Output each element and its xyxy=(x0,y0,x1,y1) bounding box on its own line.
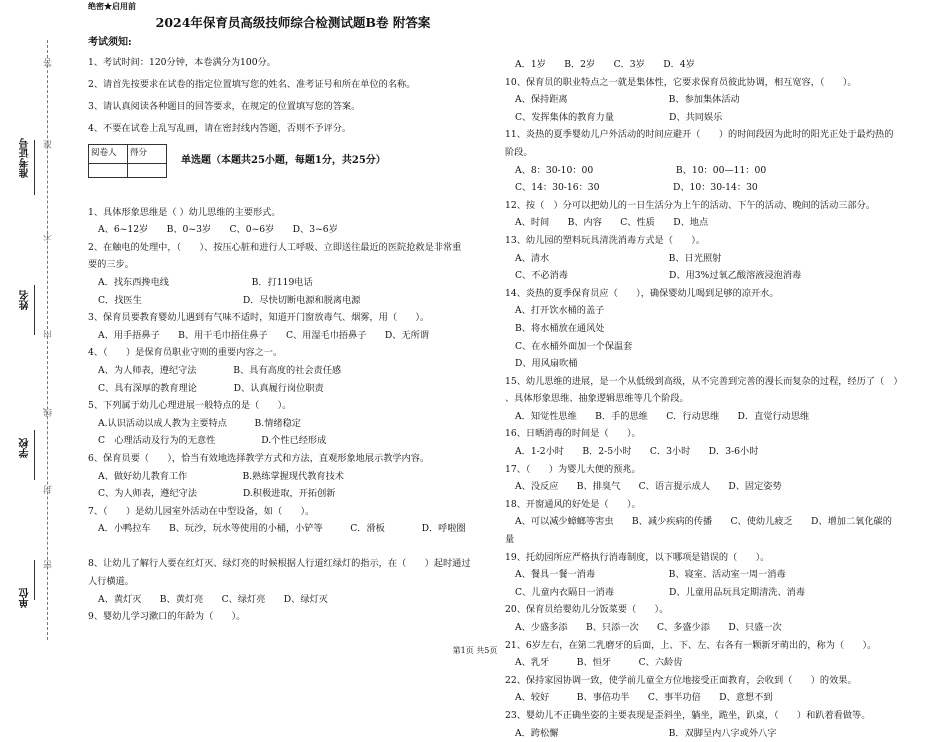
question-text: 21、6岁左右，在第二乳磨牙的后面，上、下、左、右各有一颗新牙萌出的，称为（ ）。 xyxy=(505,639,877,651)
answer-options: A．小鸭拉车 B、玩沙，玩水等使用的小桶，小铲等 C．滑板 D．呼啦圈 xyxy=(98,523,466,535)
question-text: 19、托幼园所应严格执行消毒制度，以下哪项是错误的（ ）。 xyxy=(505,551,770,563)
question-text: 要的三步。 xyxy=(88,259,134,271)
notice-heading: 考试须知: xyxy=(88,37,132,48)
answer-options: D、用风扇吹桶 xyxy=(515,358,578,370)
question-text: 12、按（ ）分可以把幼儿的一日生活分为上午的活动、下午的活动、晚间的活动三部分。 xyxy=(505,199,876,211)
score-table-score-cell[interactable] xyxy=(128,163,167,177)
answer-options: A、为人师表，遵纪守法 B、具有高度的社会责任感 xyxy=(98,364,342,376)
notice-item: 2、请首先按要求在试卷的指定位置填写您的姓名、准考证号和所在单位的名称。 xyxy=(88,79,416,90)
seal-line xyxy=(47,40,48,640)
seal-mark-5: 线 xyxy=(44,408,54,417)
name-label: 姓名 xyxy=(20,290,31,310)
answer-options: A、做好幼儿教育工作 B.熟练掌握现代教育技术 xyxy=(98,470,344,482)
notice-item: 1、考试时间：120分钟，本卷满分为100分。 xyxy=(88,57,276,68)
answer-options: A．跨松懈 B．双脚呈内八字或外八字 xyxy=(515,727,777,739)
question-text: 7、（ ）是幼儿园室外活动在中型设备，如（ ）。 xyxy=(88,505,315,517)
answer-options: A、8：30-10：00 B、10：00—11：00 xyxy=(515,164,767,176)
question-text: 13、幼儿园的塑料玩具清洗消毒方式是（ ）。 xyxy=(505,234,706,246)
answer-options: C、不必消毒 D、用3%过氧乙酸溶液浸泡消毒 xyxy=(515,270,802,282)
notice-list xyxy=(88,52,498,140)
answer-options: A、6~12岁 B、0~3岁 C、0~6岁 D、3~6岁 xyxy=(98,224,338,236)
answer-options: A、没反应 B、排臭气 C、语言提示成人 D、固定姿势 xyxy=(515,481,782,493)
answer-options: A．1-2小时 B．2-5小时 C．3小时 D．3-6小时 xyxy=(515,446,759,458)
answer-options: A、乳牙 B、恒牙 C、六龄齿 xyxy=(515,657,683,669)
question-text: 15、幼儿思维的进展，是一个从低级到高级，从不完善到完善的漫长而复杂的过程，经历了（ ） xyxy=(505,375,903,387)
question-text: 18、开窗通风的好处是（ ）。 xyxy=(505,498,641,510)
question-list-right xyxy=(505,56,925,742)
answer-options: A、可以减少蟑螂等害虫 B、减少疾病的传播 C、使幼儿疲乏 D、增加二氧化碳的 xyxy=(515,516,892,528)
answer-options: B、将水桶放在通风处 xyxy=(515,322,605,334)
question-text: 23、婴幼儿不正确坐姿的主要表现是歪斜坐，躺坐，跪坐，趴桌，（ ）和趴着看做等。 xyxy=(505,709,871,721)
answer-options: C、在水桶外面加一个保温套 xyxy=(515,340,633,352)
score-table-grader-cell[interactable] xyxy=(89,163,128,177)
binding-margin xyxy=(0,0,75,671)
answer-options: A．1岁 B．2岁 C．3岁 D．4岁 xyxy=(515,59,695,70)
answer-options: C、发挥集体的教育力量 D、共同娱乐 xyxy=(515,111,723,123)
answer-options: C、儿童内衣隔日一消毒 D、儿童用品玩具定期清洗、消毒 xyxy=(515,586,806,598)
question-text: 8、让幼儿了解行人要在红灯灭、绿灯亮的时候根据人行道红绿灯的指示，在（ ）起时通过 xyxy=(88,558,471,570)
question-text: 5、下列属于幼儿心理进展一般特点的是（ ）。 xyxy=(88,400,292,412)
confidential-mark: 绝密★启用前 xyxy=(88,1,136,11)
answer-options: A、餐具一餐一消毒 B、寝室、活动室一周一消毒 xyxy=(515,569,786,581)
seal-mark-3: 不 xyxy=(44,232,54,241)
answer-options: A、黄灯灭 B、黄灯亮 C、绿灯亮 D、绿灯灭 xyxy=(98,593,328,605)
score-table-grader-header: 阅卷人 xyxy=(89,145,128,164)
question-list-left xyxy=(88,204,498,626)
answer-options: A、清水 B、日光照射 xyxy=(515,252,722,264)
question-text: 6、保育员要（ ），恰当有效地选择教学方式和方法，直观形象地展示教学内容。 xyxy=(88,452,430,464)
answer-options: A、少盛多添 B、只添一次 C、多盛少添 D、只盛一次 xyxy=(515,622,782,633)
question-text: 、具体形象思维、抽象逻辑思维等几个阶段。 xyxy=(505,393,689,405)
unit-label: 单位 xyxy=(20,588,31,608)
notice-item: 4、不要在试卷上乱写乱画，请在密封线内答题，否则不予评分。 xyxy=(88,123,352,134)
question-text: 4、（ ）是保育员职业守则的重要内容之一。 xyxy=(88,347,283,359)
exam-id-underline xyxy=(34,140,35,195)
score-section xyxy=(88,144,498,178)
seal-mark-2: 准 xyxy=(44,140,54,149)
question-text: 10、保育员的职业特点之一就是集体性，它要求保育员彼此协调，相互宽容，（ ）。 xyxy=(505,76,857,88)
question-text: 11、炎热的夏季婴幼儿户外活动的时间应避开（ ）的时间段因为此时的阳光正处于最灼热的 xyxy=(505,129,894,141)
answer-options: A．知觉性思维 B．手的思维 C．行动思维 D．直觉行动思维 xyxy=(515,410,810,422)
score-table xyxy=(88,144,167,178)
school-underline xyxy=(34,430,35,480)
seal-mark-7: 密 xyxy=(44,560,54,569)
page-footer: 第1页 共5页 xyxy=(452,646,498,655)
page-title: 2024年保育员高级技师综合检测试题B卷 附答案 xyxy=(155,15,431,30)
answer-options: C、为人师表，遵纪守法 D.积极进取，开拓创新 xyxy=(98,488,336,500)
answer-options: C 心理活动及行为的无意性 D.个性已经形成 xyxy=(98,435,327,447)
answer-options: A、较好 B、事倍功半 C、事半功倍 D、意想不到 xyxy=(515,692,773,704)
answer-options: A、用手捂鼻子 B、用干毛巾捂住鼻子 C、用湿毛巾捂鼻子 D、无所谓 xyxy=(98,329,429,341)
answer-options: C、14：30-16：30 D、10：30-14：30 xyxy=(515,182,758,194)
unit-underline xyxy=(34,560,35,600)
answer-options: A、时间 B、内容 C、性质 D、地点 xyxy=(515,217,709,229)
question-text xyxy=(88,538,498,556)
answer-options: A．找东西搀电线 B．打119电话 xyxy=(98,276,313,288)
seal-mark-1: 答 xyxy=(44,58,54,67)
name-underline xyxy=(34,285,35,335)
left-column xyxy=(88,0,498,626)
school-label: 学校 xyxy=(20,438,31,458)
notice-item: 3、请认真阅读各种题目的回答要求，在规定的位置填写您的答案。 xyxy=(88,101,361,112)
answer-options: C．找医生 D．尽快切断电源和脱离电源 xyxy=(98,294,361,306)
score-table-score-header: 得分 xyxy=(128,145,167,164)
answer-options: A、打开饮水桶的盖子 xyxy=(515,305,605,317)
question-text: 22、保持家园协调一致，使学前儿童全方位地接受正面教育，会收到（ ）的效果。 xyxy=(505,674,857,686)
section-title: 单选题（本题共25小题，每题1分，共25分） xyxy=(181,155,386,166)
answer-options: C、具有深厚的教育理论 D、认真履行岗位职责 xyxy=(98,382,324,394)
question-text: 1、具体形象思维是（ ）幼儿思维的主要形式。 xyxy=(88,206,281,218)
question-text: 17、（ ）为婴儿大便的预兆。 xyxy=(505,463,641,475)
question-text: 20、保育员给婴幼儿分饭菜要（ ）。 xyxy=(505,604,669,616)
question-text: 9、婴幼儿学习漱口的年龄为（ ）。 xyxy=(88,611,246,623)
answer-options: A.认识活动以成人教为主要特点 B.情绪稳定 xyxy=(98,417,301,429)
right-column xyxy=(505,56,925,742)
seal-mark-4: 内 xyxy=(44,330,54,339)
answer-options: A、保持距离 B、参加集体活动 xyxy=(515,94,740,106)
exam-id-label: 准考证号 xyxy=(20,138,31,178)
question-text: 人行横道。 xyxy=(88,576,134,588)
question-text: 量 xyxy=(505,534,515,546)
question-text: 16、日晒消毒的时间是（ ）。 xyxy=(505,428,641,440)
seal-mark-6: 封 xyxy=(44,485,54,494)
question-text: 2、在触电的处理中，（ ）、按压心脏和进行人工呼吸、立即送往最近的医院抢救是非常重 xyxy=(88,241,462,253)
question-text: 3、保育员要教育婴幼儿遇到有气味不适时，知道开门窗放毒气、烟雾，用（ ）。 xyxy=(88,312,430,324)
question-text: 阶段。 xyxy=(505,146,533,158)
question-text: 14、炎热的夏季保育员应（ ），确保婴幼儿喝到足够的凉开水。 xyxy=(505,287,779,299)
